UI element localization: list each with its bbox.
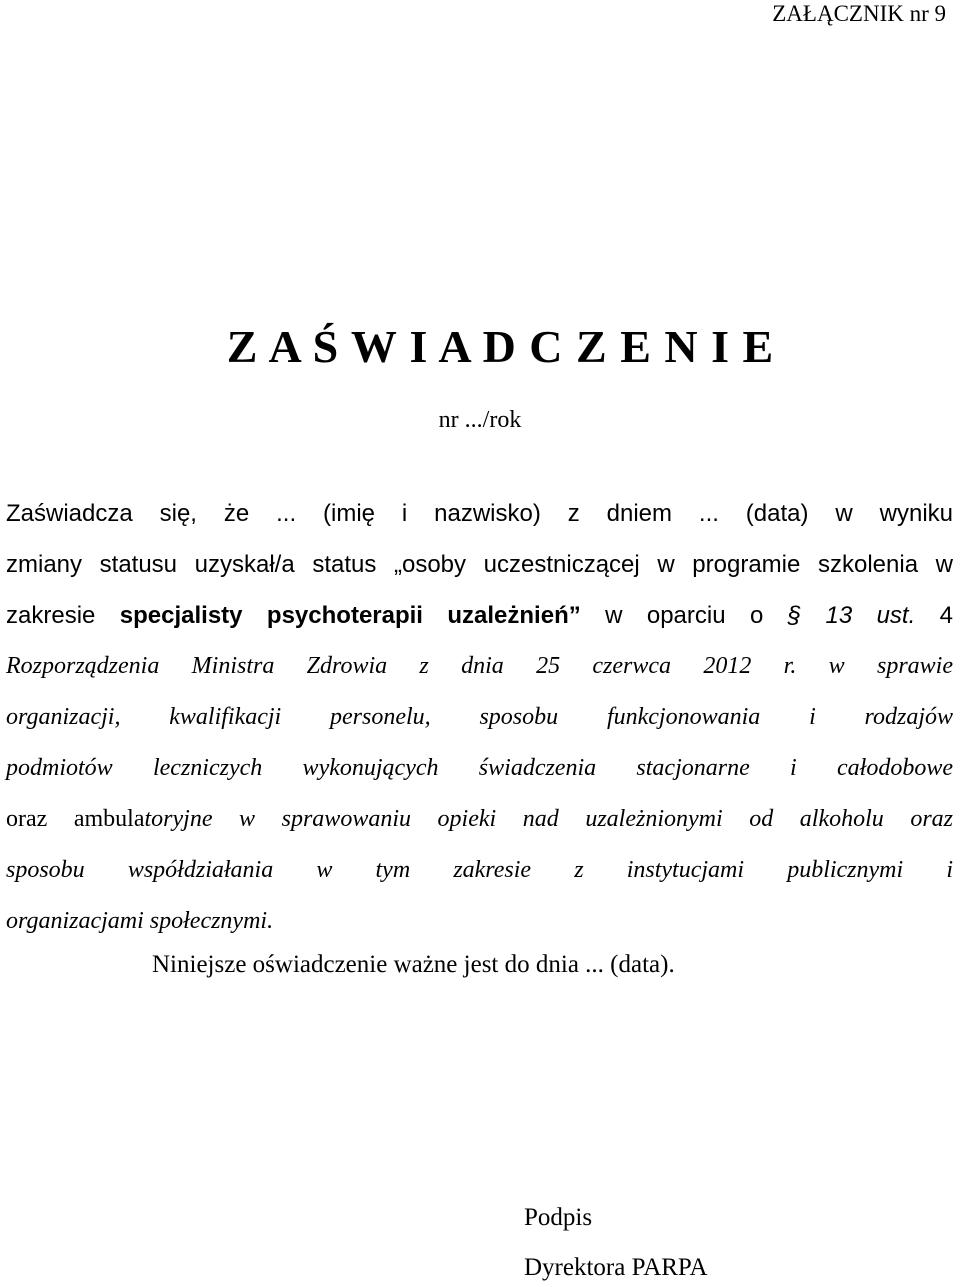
document-title: Z A Ś W I A D C Z E N I E bbox=[226, 321, 774, 372]
body-line-1: Zaświadcza się, że ... (imię i nazwisko) z dniem ... (data) w wyniku bbox=[6, 500, 953, 527]
body-line-9: organizacjami społecznymi. bbox=[6, 908, 274, 934]
certificate-body bbox=[6, 488, 953, 947]
body-line-7-italic: toryjne w sprawowaniu opieki nad uzależnionymi od alkoholu oraz bbox=[144, 806, 954, 832]
signature-label: Podpis bbox=[524, 1204, 593, 1231]
body-line-2: zmiany statusu uzyskał/a status „osoby uczestniczącej w programie szkolenia w bbox=[6, 551, 953, 578]
validity-statement: Niniejsze oświadczenie ważne jest do dnia ... (data). bbox=[152, 951, 675, 978]
document-number: nr .../rok bbox=[438, 407, 522, 433]
attachment-label: ZAŁĄCZNIK nr 9 bbox=[772, 1, 946, 26]
body-line-3 bbox=[6, 590, 953, 641]
body-line-3-prefix: zakresie bbox=[6, 602, 120, 629]
body-line-3-suffix: 4 bbox=[915, 602, 954, 629]
body-line-4: Rozporządzenia Ministra Zdrowia z dnia 25 czerwca 2012 r. w sprawie bbox=[6, 653, 953, 679]
body-line-5: organizacji, kwalifikacji personelu, sposobu funkcjonowania i rodzajów bbox=[6, 704, 953, 730]
body-line-7 bbox=[6, 794, 953, 845]
body-line-8: sposobu współdziałania w tym zakresie z instytucjami publicznymi i bbox=[6, 857, 953, 883]
body-line-6: podmiotów leczniczych wykonujących świadczenia stacjonarne i całodobowe bbox=[6, 755, 953, 781]
signature-title: Dyrektora PARPA bbox=[524, 1254, 708, 1281]
body-line-3-mid: w oparciu o bbox=[580, 602, 788, 629]
specialty-name: specjalisty psychoterapii uzależnień” bbox=[119, 602, 581, 629]
legal-section-reference: § 13 ust. bbox=[787, 602, 916, 629]
body-line-7-prefix: oraz ambula bbox=[6, 806, 145, 832]
